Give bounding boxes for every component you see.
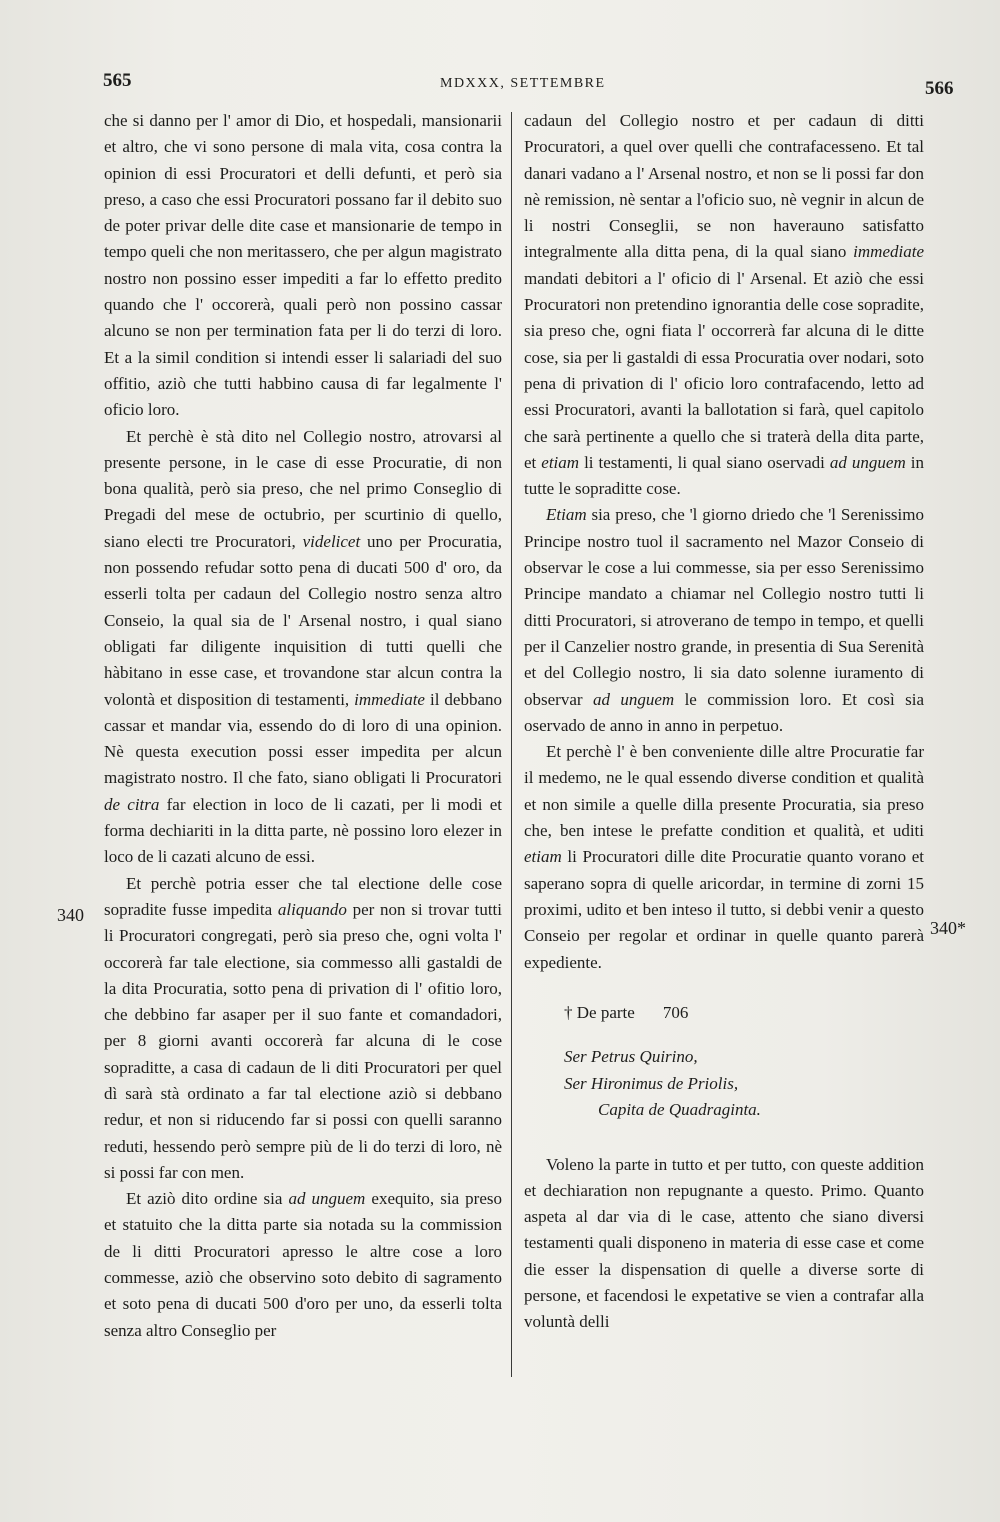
signer-2: Ser Hironimus de Priolis,	[564, 1073, 739, 1093]
vote-count	[564, 1000, 924, 1026]
signers-block	[564, 1044, 924, 1124]
vote-label: † De parte	[564, 1002, 635, 1022]
left-paragraph-2: Et perchè è stà dito nel Collegio nostro, atrovarsi al presente persone, in le case di esse Procuratie, di non bona qualità, però sia preso, che nel primo Conseglio di Pregadi del mese de octubrio, per scurtinio di quello, siano electi tre Procuratori, videlicet uno per Procuratia, non possendo refudar sotto pena di ducati 500 d' oro, da esserli tolta per cadaun del Collegio nostro senza altro Conseio, la qual sia de l' Arsenal nostro, i qual siano obligati far diligente inquisition di tutti quelli che hàbitano in esse case, et trovandone star alcun contra la volontà et disposition di testamenti, immediate il debbano cassar et mandar via, essendo do di loro di una opinion. Nè questa execution possi esser impedita per alcun magistrato nostro. Il che fato, siano obligati li Procuratori de citra far election in loco de li cazati, per li modi et forma dechiariti in la ditta parte, nè possino loro elezer in loco de li cazati alcuno de essi.	[104, 426, 503, 867]
signer-3: Capita de Quadraginta.	[598, 1100, 761, 1120]
left-column	[104, 108, 502, 1344]
right-column	[524, 108, 924, 1336]
left-paragraph-3: Et perchè potria esser che tal electione delle cose sopradite fusse impedita aliquando per non si trovar tutti li Procuratori congregati, però sia preso che, ogni volta l' occorerà far tale electione, sia commesso alli gastaldi de la dita Procuratia, sotto pena di privation di l' ofitio loro, che debbino far asaper per il suo fante et comandadori, per 8 giorni avanti occorerà far alcuna di le cose sopraditte, a casa di cadaun de li diti Procuratori per quel dì sarà stà ordinato a far tal electione aziò si debbano redur, et non si riducendo far si possi con quelli saranno reduti, hessendo però sempre più de li do terzi di loro, nè si possi far con men.	[104, 873, 502, 1182]
left-paragraph-1: che si danno per l' amor di Dio, et hospedali, mansionarii et altro, che vi sono persone di mala vita, cosa contra la opinion di essi Procuratori et delli defunti, et però sia preso, a caso che essi Procuratori possano far il debito suo de poter privar delle dite case et mansionarie de tempo in tempo queli che non meritassero, che per algun magistrato nostro non possino esser impediti a far lo effetto predito quando che l' occorerà, quali però non possino cassar alcuno se non per termination fata per li do terzi di loro. Et a la simil condition si intendi esser li salariadi del suo offitio, aziò che tutti habbino causa di far legalmente l' oficio loro.	[104, 111, 502, 420]
page-header	[0, 70, 1000, 100]
right-paragraph-4: Voleno la parte in tutto et per tutto, con queste addition et dechiaration non repugnante a questo. Primo. Quanto aspeta al dar via di le case, attento che siano diversi testamenti quali disponeno in materia di esse case et come die esser la dispensation di quelle a diverse sorte di persone, et facendosi le expetative se vien a contrafar alla voluntà delli	[524, 1154, 924, 1332]
right-paragraph-1: cadaun del Collegio nostro et per cadaun di ditti Procuratori, a quel over quelli che contrafacesseno. Et tal danari vadano a l' Arsenal nostro, et non se li possi far don nè remission, nè sentar a l'oficio suo, nè vegnir in alcun de li nostri Conseglii, se non haverauno satisfatto integralmente alla ditta pena, di la qual siano immediate mandati debitori a l' oficio di l' Arsenal. Et aziò che essi Procuratori non pretendino ignorantia delle cose sopradite, sia preso che, ogni fiata l' occorrerà far alcuna di le ditte cose, sia per li gastaldi di essa Procuratia over nodari, soto pena di privation di l' oficio loro contrafacendo, letto ad essi Procuratori, avanti la ballotation si farà, quel capitolo che sarà pertinente a quello che si traterà della dita parte, et etiam li testamenti, li qual siano oservadi ad unguem in tutte le sopraditte cose.	[524, 111, 924, 499]
left-paragraph-4: Et aziò dito ordine sia ad unguem exequito, sia preso et statuito che la ditta parte sia notada su la commission de li ditti Procuratori apresso le altre cose a loro commesse, aziò che observino soto debito di sagramento et soto pena di ducati 500 d'oro per uno, da esserli tolta senza altro Conseglio per	[104, 1189, 502, 1340]
page-number-left: 565	[103, 70, 132, 91]
vote-number: 706	[662, 1002, 689, 1022]
right-paragraph-3: Et perchè l' è ben conveniente dille altre Procuratie far il medemo, ne le qual essendo diverse condition et qualità et non simile a quelle dilla presente Procuratia, sia preso che, ben intese le prefatte condition et qualità, et uditi etiam li Procuratori dille dite Procuratie quanto vorano et saperano sopra di quelle aricordar, in termine di zorni 15 proximi, udito et ben inteso il tutto, si debbi venir a questo Conseio per regolar et ordinar in quelle quanto parerà expediente.	[524, 742, 924, 972]
right-paragraph-2: Etiam sia preso, che 'l giorno driedo che 'l Serenissimo Principe nostro tuol il sacramento nel Mazor Conseio di observar le cose a lui commesse, sia per esso Serenissimo Principe mandato a chiamar nel Collegio nostro tutti li ditti Procuratori, si atroverano de tempo in tempo, et quelli per il Canzelier nostro grande, in presentia di Sua Serenità et del Collegio nostro, li sia dato solenne iuramento di observar ad unguem le commission loro. Et così sia oservado de anno in anno in perpetuo.	[524, 505, 925, 735]
margin-number-left: 340	[57, 905, 84, 925]
margin-number-right: 340*	[930, 918, 966, 938]
page-number-right: 566	[925, 78, 954, 99]
column-divider	[511, 112, 512, 1377]
running-head: MDXXX, SETTEMBRE	[440, 76, 606, 91]
signer-1: Ser Petrus Quirino,	[564, 1047, 698, 1067]
